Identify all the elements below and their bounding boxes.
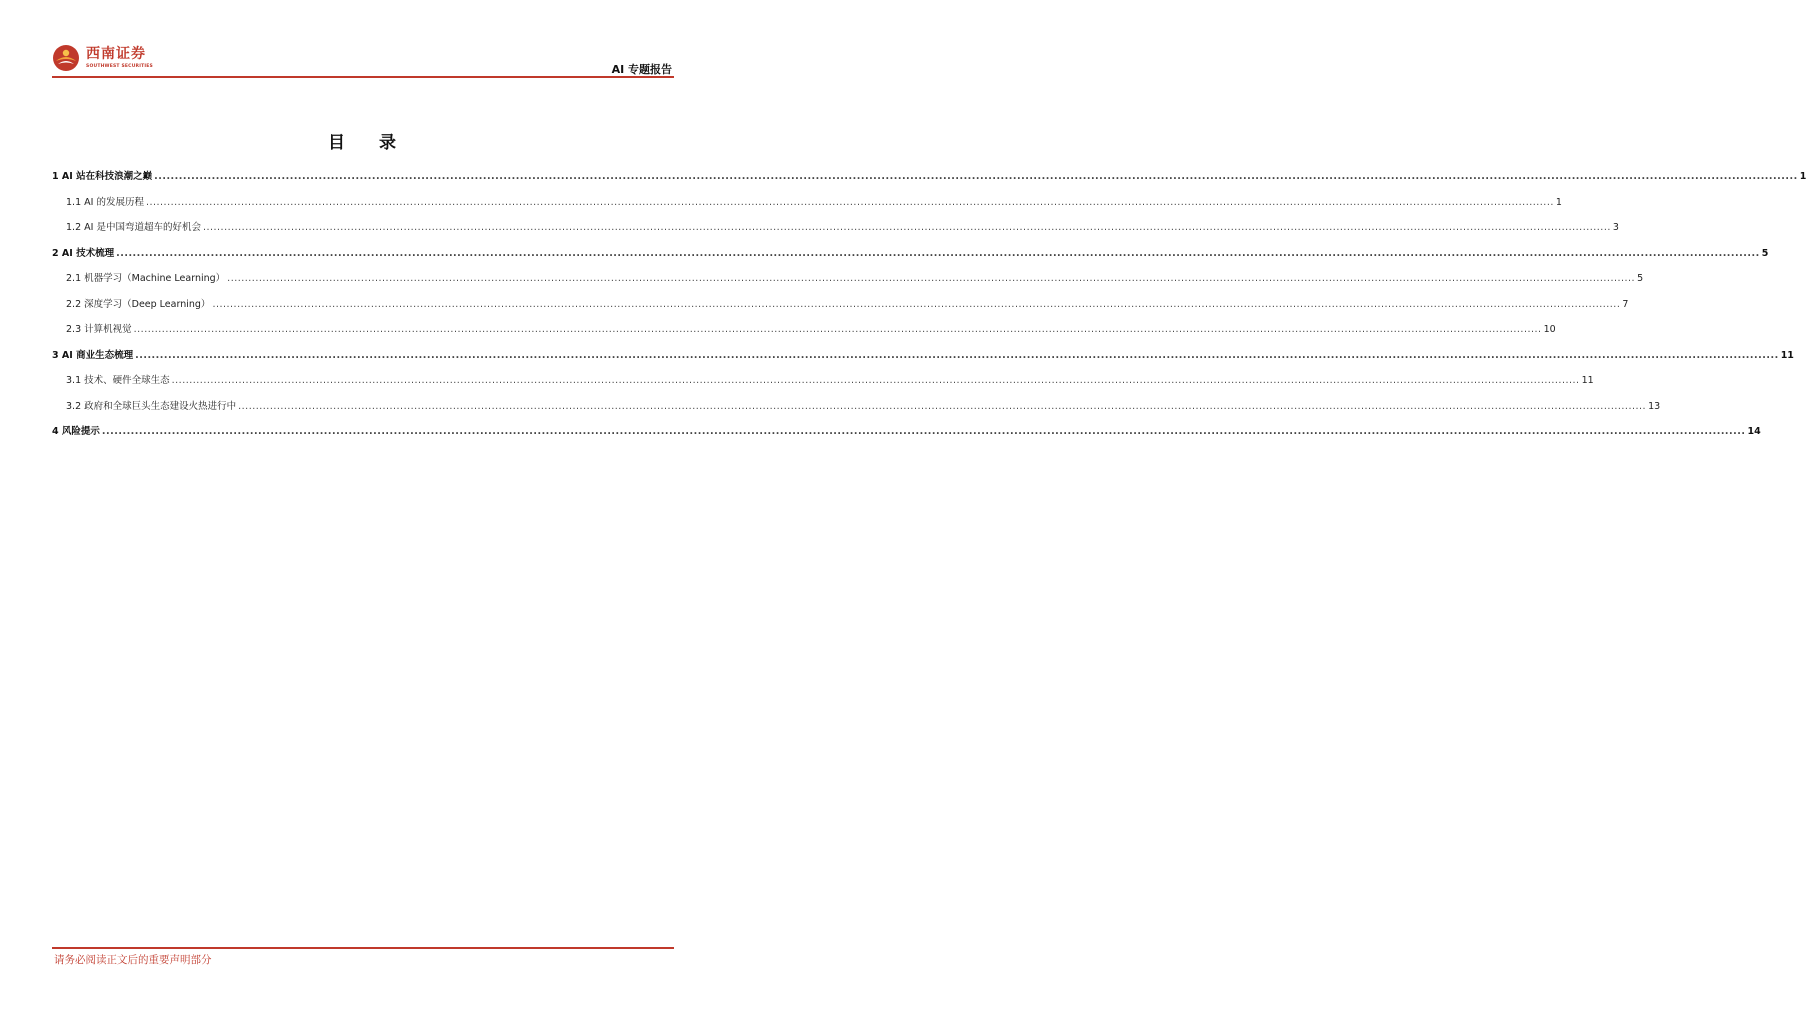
toc-leader-dots: ................................................................................................................................................................................................................................................................................................................................................................................................................ [101,426,1746,437]
toc-entry[interactable] [52,194,1562,220]
report-type-label: AI 专题报告 [611,63,672,76]
toc-entry[interactable] [52,321,1556,347]
toc-entry[interactable] [52,168,1806,194]
toc-entry-page: 14 [1747,426,1761,437]
company-logo [52,42,152,76]
toc-leader-dots: ................................................................................................................................................................................................................................................................................................................................................................................................................ [145,196,1554,208]
toc-leader-dots: ................................................................................................................................................................................................................................................................................................................................................................................................................ [227,273,1636,284]
toc-entry-page: 11 [1581,375,1594,386]
toc-entry-title: 1.2 AI 是中国弯道超车的好机会 [66,222,201,233]
toc-entry-page: 5 [1761,247,1769,259]
toc-entry-title: 2.2 深度学习（Deep Learning） [66,298,211,310]
table-of-contents [52,168,1806,449]
toc-entry-title: 2 AI 技术梳理 [52,247,115,259]
toc-leader-dots: ................................................................................................................................................................................................................................................................................................................................................................................................................ [133,324,1542,335]
toc-entry[interactable] [52,219,1619,245]
toc-entry[interactable] [52,423,1761,449]
toc-entry-page: 3 [1612,222,1619,233]
toc-entry-title: 3.2 政府和全球巨头生态建设火热进行中 [66,400,237,412]
logo-emblem-icon [52,44,80,72]
header-divider [52,76,674,78]
toc-entry-page: 11 [1780,349,1794,361]
toc-entry[interactable] [52,270,1644,296]
toc-entry-page: 1 [1799,171,1806,182]
toc-entry-page: 5 [1637,273,1644,284]
toc-heading: 目 录 [328,133,410,153]
toc-leader-dots: ................................................................................................................................................................................................................................................................................................................................................................................................................ [154,171,1798,182]
toc-entry-page: 7 [1622,298,1629,310]
toc-entry-page: 10 [1543,324,1556,335]
footer-disclaimer: 请务必阅读正文后的重要声明部分 [54,954,212,966]
toc-leader-dots: ................................................................................................................................................................................................................................................................................................................................................................................................................ [238,400,1647,412]
toc-entry-page: 13 [1648,400,1661,412]
toc-entry-title: 1 AI 站在科技浪潮之巅 [52,171,153,182]
toc-entry[interactable] [52,372,1594,398]
page-header [52,40,674,80]
toc-entry-title: 3.1 技术、硬件全球生态 [66,375,170,386]
toc-leader-dots: ................................................................................................................................................................................................................................................................................................................................................................................................................ [116,247,1760,259]
logo-chinese-name: 西南证券 [86,46,146,62]
toc-entry-title: 4 风险提示 [52,426,100,437]
toc-leader-dots: ................................................................................................................................................................................................................................................................................................................................................................................................................ [212,298,1621,310]
toc-entry-title: 1.1 AI 的发展历程 [66,196,144,208]
toc-entry[interactable] [52,398,1661,424]
toc-entry-title: 3 AI 商业生态梳理 [52,349,134,361]
logo-english-name: SOUTHWEST SECURITIES [86,64,153,69]
toc-entry-page: 1 [1555,196,1562,208]
toc-leader-dots: ................................................................................................................................................................................................................................................................................................................................................................................................................ [171,375,1580,386]
footer-divider [52,947,674,949]
toc-leader-dots: ................................................................................................................................................................................................................................................................................................................................................................................................................ [202,222,1611,233]
toc-leader-dots: ................................................................................................................................................................................................................................................................................................................................................................................................................ [135,349,1779,361]
toc-entry[interactable] [52,347,1794,373]
toc-entry-title: 2.1 机器学习（Machine Learning） [66,273,226,284]
toc-entry-title: 2.3 计算机视觉 [66,324,132,335]
toc-entry[interactable] [52,245,1769,271]
toc-entry[interactable] [52,296,1629,322]
